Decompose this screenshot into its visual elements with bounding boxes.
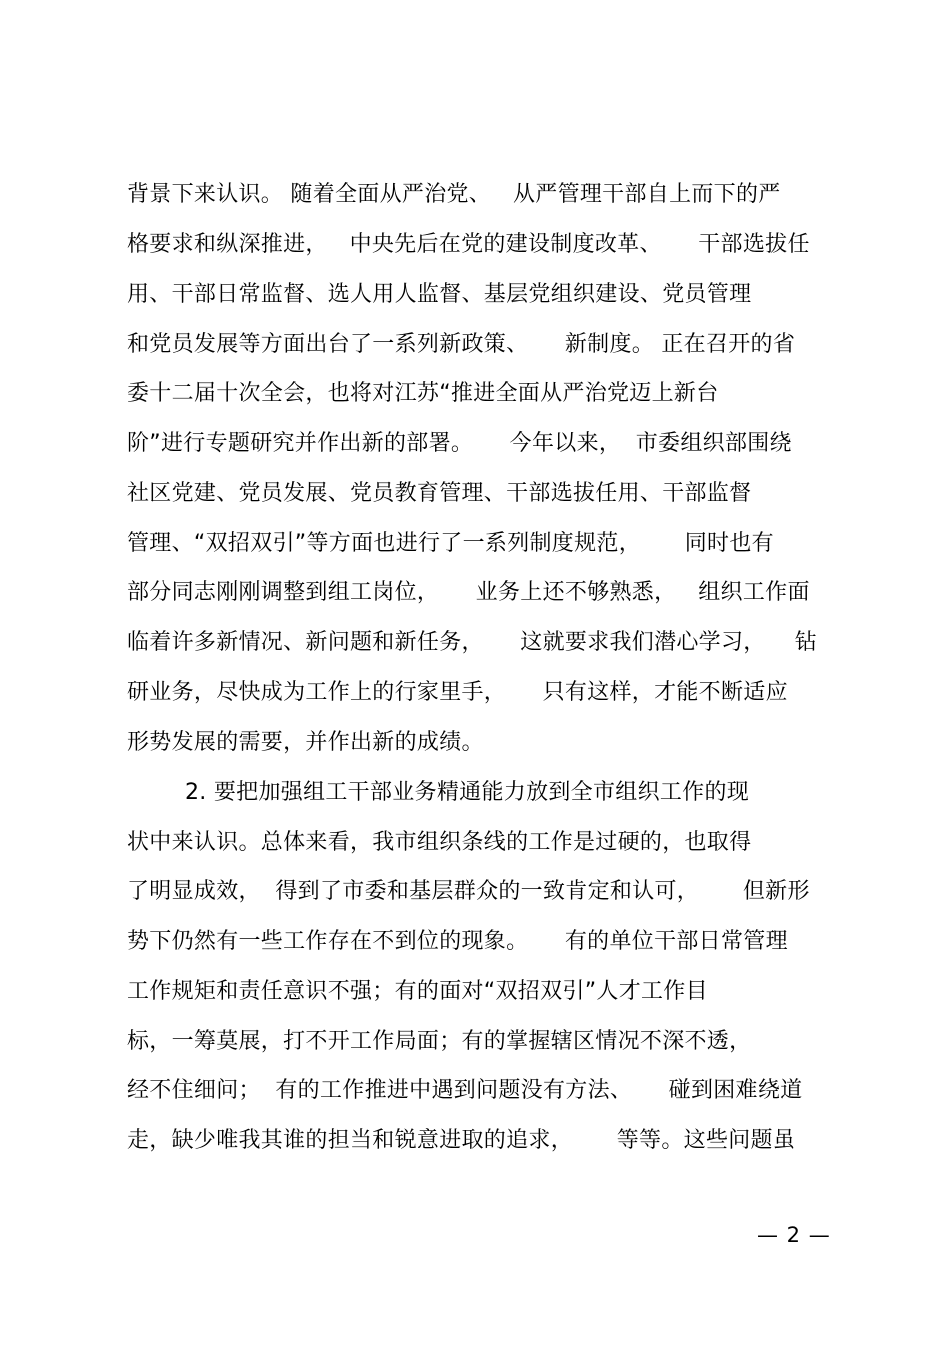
text-line: 走，缺少唯我其谁的担当和锐意进取的追求， 等等。这些问题虽	[127, 1128, 796, 1153]
text-line: 状中来认识。总体来看，我市组织条线的工作是过硬的，也取得	[127, 830, 752, 855]
text-line: 了明显成效， 得到了市委和基层群众的一致肯定和认可， 但新形	[127, 879, 810, 904]
text-line: 管理、“双招双引”等方面也进行了一系列制度规范， 同时也有	[127, 531, 774, 556]
page-number: — 2 —	[757, 1223, 831, 1247]
text-line: 研业务，尽快成为工作上的行家里手， 只有这样，才能不断适应	[127, 680, 788, 705]
paragraph-heading-line: 2. 要把加强组工干部业务精通能力放到全市组织工作的现	[185, 780, 750, 805]
text-line: 临着许多新情况、新问题和新任务， 这就要求我们潜心学习， 钻	[127, 630, 818, 655]
text-line: 社区党建、党员发展、党员教育管理、干部选拔任用、干部监督	[127, 481, 752, 506]
text-line: 标，一筹莫展，打不开工作局面；有的掌握辖区情况不深不透，	[127, 1029, 752, 1054]
text-line: 委十二届十次全会，也将对江苏“推进全面从严治党迈上新台	[127, 381, 719, 406]
text-line: 工作规矩和责任意识不强；有的面对“双招双引”人才工作目	[127, 979, 708, 1004]
text-line: 格要求和纵深推进， 中央先后在党的建设制度改革、 干部选拔任	[127, 232, 810, 257]
text-line: 部分同志刚刚调整到组工岗位， 业务上还不够熟悉， 组织工作面	[127, 580, 810, 605]
text-line: 势下仍然有一些工作存在不到位的现象。 有的单位干部日常管理	[127, 929, 788, 954]
text-line: 阶”进行专题研究并作出新的部署。 今年以来， 市委组织部围绕	[127, 431, 792, 456]
text-line: 和党员发展等方面出台了一系列新政策、 新制度。 正在召开的省	[127, 332, 796, 357]
text-line: 形势发展的需要，并作出新的成绩。	[127, 730, 484, 755]
text-line: 经不住细问； 有的工作推进中遇到问题没有方法、 碰到困难绕道	[127, 1078, 803, 1103]
text-line: 用、干部日常监督、选人用人监督、基层党组织建设、党员管理	[127, 282, 752, 307]
text-line: 背景下来认识。 随着全面从严治党、 从严管理干部自上而下的严	[127, 182, 781, 207]
